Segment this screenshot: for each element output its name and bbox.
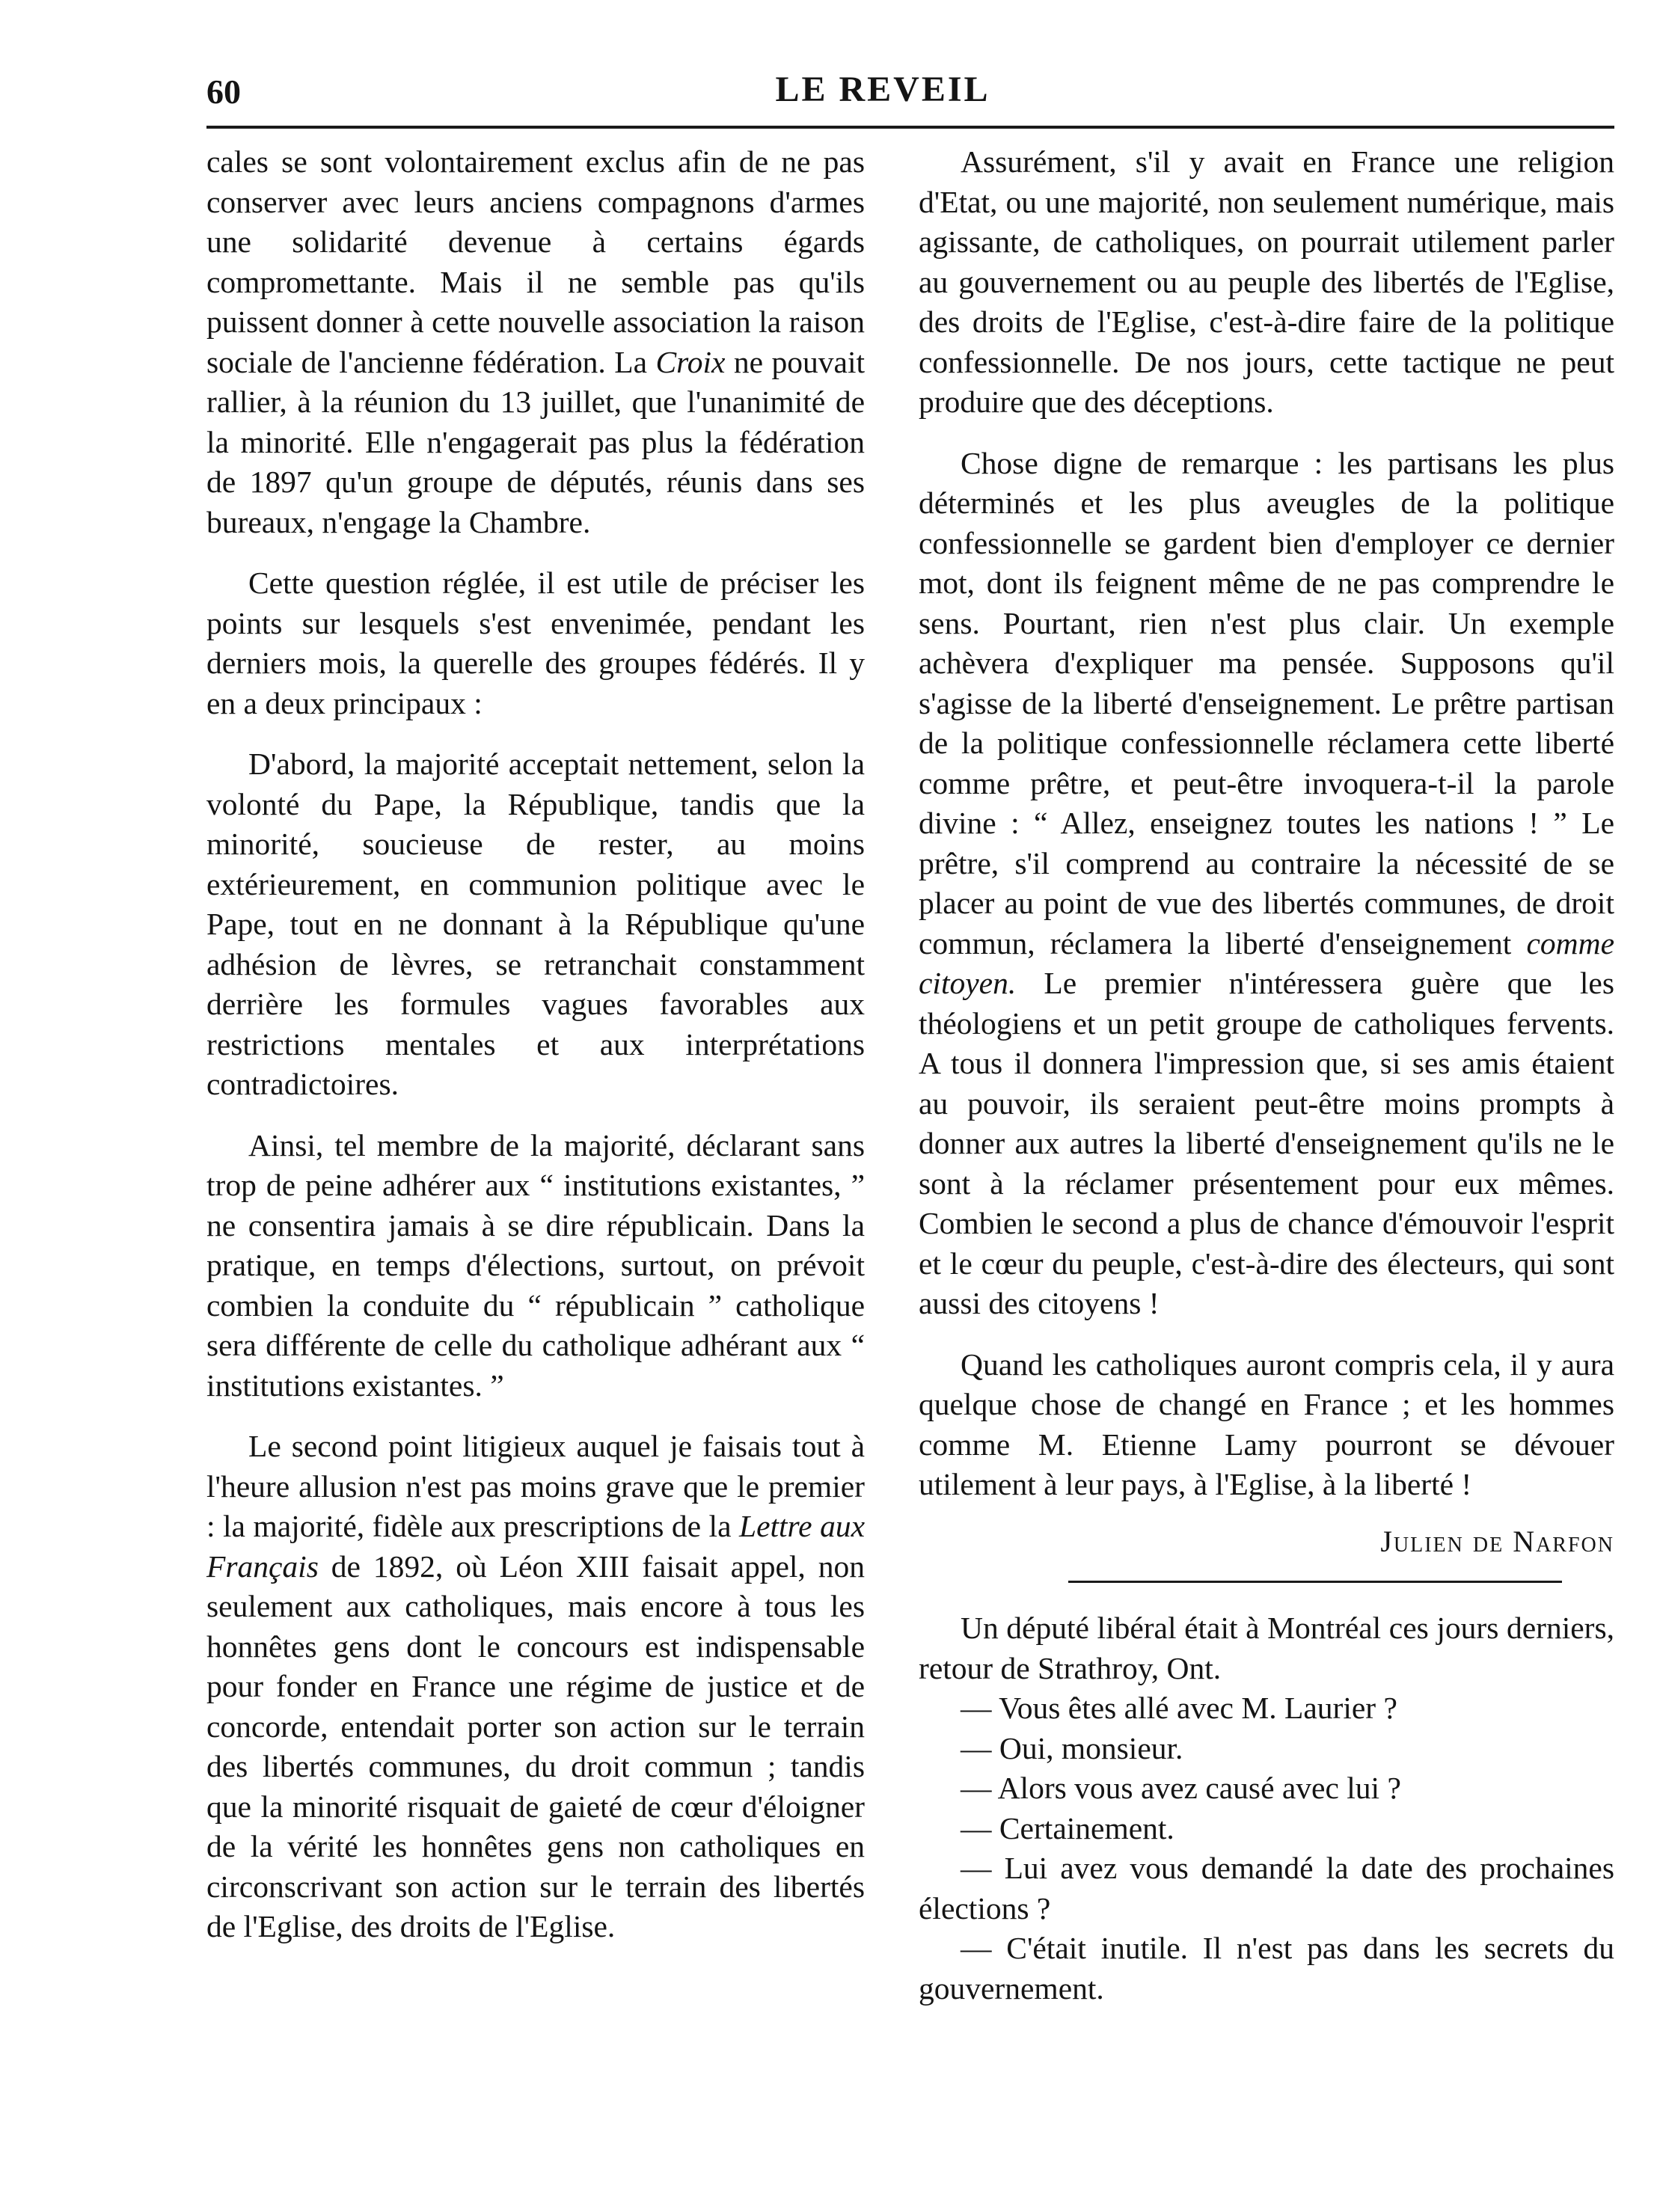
left-column [206, 142, 865, 1968]
header-rule [206, 126, 1614, 129]
anecdote-intro: Un député libéral était à Montréal ces jours derniers, retour de Strathroy, Ont. [919, 1611, 1614, 1685]
paragraph-text: cales se sont volontairement exclus afin de ne pas conserver avec leurs anciens compagnons d'armes une solidarité devenue à certains égards compromettante. Mais il ne semble pas qu'ils puissent donner à cette nouvelle association la raison sociale de l'ancienne fédération. [206, 144, 865, 379]
paragraph-text: Le second point litigieux auquel je faisais tout à l'heure allusion n'est pas moins grave que le premier : la majorité, fidèle aux prescriptions de la [206, 1429, 865, 1543]
paragraph-text: Le premier n'intéressera guère que les théologiens et un petit groupe de catholiques fervents. A tous il donnera l'impression que, si ses amis étaient au pouvoir, ils seraient peut-être moins prompts à donner aux autres la liberté d'enseignement qu'ils ne le sont à la réclamer présentement pour eux mêmes. Combien le second a plus de chance d'émouvoir l'esprit et le cœur du peuple, c'est-à-dire des électeurs, qui sont aussi des citoyens ! [919, 966, 1615, 1320]
paragraph-text: de 1892, où Léon XIII faisait appel, non seulement aux catholiques, mais encore à tous les honnêtes gens dont le concours est indispensable pour fonder en France une régime de justice et de concorde, entendait porter son action sur le terrain des libertés communes, du droit commun ; tandis que la minorité risquait de gaieté de cœur d'éloigner de la vérité les honnêtes gens non catholiques en circonscrivant son action sur le terrain des libertés de l'Eglise, des droits de l'Eglise. [206, 1548, 865, 1943]
running-title: LE REVEIL [775, 70, 990, 109]
section-separator [1068, 1581, 1562, 1583]
dialogue-line: — Vous êtes allé avec M. Laurier ? [961, 1691, 1397, 1725]
newspaper-title: Croix [655, 344, 726, 379]
paragraph: D'abord, la majorité acceptait nettement, selon la volonté du Pape, la République, tandis que la minorité, soucieuse de rester, au moins extérieurement, en communion politique avec le Pape, tout en ne donnant à la République qu'une adhésion de lèvres, se retranchait constamment derrière les formules vagues favorables aux restrictions mentales et aux interprétations contradictoires. [206, 747, 865, 1101]
dialogue-line: — Certainement. [961, 1810, 1174, 1845]
letter-title: Lettre aux Français [206, 1509, 866, 1584]
paragraph [919, 444, 1614, 1324]
paragraph-text: Chose digne de remarque : les partisans les plus déterminés et les plus aveugles de la politique confessionnelle se gardent bien d'employer ce dernier mot, dont ils feignent même de ne pas comprendre le sens. Pourtant, rien n'est plus clair. Un exemple achèvera d'expliquer ma pensée. Supposons qu'il s'agisse de la liberté d'enseignement. Le prêtre partisan de la politique confessionnelle réclamera cette liberté comme prêtre, et peut-être invoquera-t-il la parole divine : “ Allez, enseignez toutes les nations ! ” Le prêtre, s'il comprend au contraire la nécessité de se placer au point de vue des libertés communes, de droit commun, réclamera la liberté d'enseignement [919, 445, 1614, 961]
dialogue-line: — Alors vous avez causé avec lui ? [961, 1771, 1401, 1805]
emphasis: comme citoyen. [919, 925, 1615, 1000]
paragraph: Ainsi, tel membre de la majorité, déclarant sans trop de peine adhérer aux “ institutions existantes, ” ne consentira jamais à se dire républicain. Dans la pratique, en temps d'élections, surtout, on prévoit combien la conduite du “ républicain ” catholique sera différente de celle du catholique adhérant aux “ institutions existantes. ” [206, 1127, 865, 1403]
dialogue-line: — Oui, monsieur. [961, 1730, 1183, 1765]
author-signature: Julien de Narfon [1380, 1524, 1614, 1558]
dialogue-line: — Lui avez vous demandé la date des prochaines élections ? [919, 1851, 1614, 1925]
paragraph [206, 142, 865, 542]
paragraph: Assurément, s'il y avait en France une religion d'Etat, ou une majorité, non seulement numérique, mais agissante, de catholiques, on pourrait utilement parler au gouvernement ou au peuple des libertés de l'Eglise, des droits de l'Eglise, c'est-à-dire faire de la politique confessionnelle. De nos jours, cette tactique ne peut produire que des déceptions. [919, 144, 1614, 419]
dialogue-line: — C'était inutile. Il n'est pas dans les secrets du gouvernement. [919, 1931, 1614, 2006]
anecdote [919, 1608, 1614, 2009]
paragraph-text: La [614, 344, 648, 379]
right-column [919, 142, 1614, 2009]
paragraph: Cette question réglée, il est utile de préciser les points sur lesquels s'est envenimée, pendant les derniers mois, la querelle des groupes fédérés. Il y en a deux principaux : [206, 566, 865, 720]
paragraph: Quand les catholiques auront compris cela, il y aura quelque chose de changé en France ; et les hommes comme M. Etienne Lamy pourront se dévouer utilement à leur pays, à l'Eglise, à la liberté ! [919, 1346, 1614, 1501]
page-number: 60 [206, 73, 241, 111]
paragraph-text: ne pouvait rallier, à la réunion du 13 juillet, que l'unanimité de la minorité. Elle n'engagerait pas plus la fédération de 1897 qu'un groupe de députés, réunis dans ses bureaux, n'engage la Chambre. [206, 344, 866, 539]
page-header [0, 0, 1657, 120]
paragraph [206, 1427, 865, 1947]
